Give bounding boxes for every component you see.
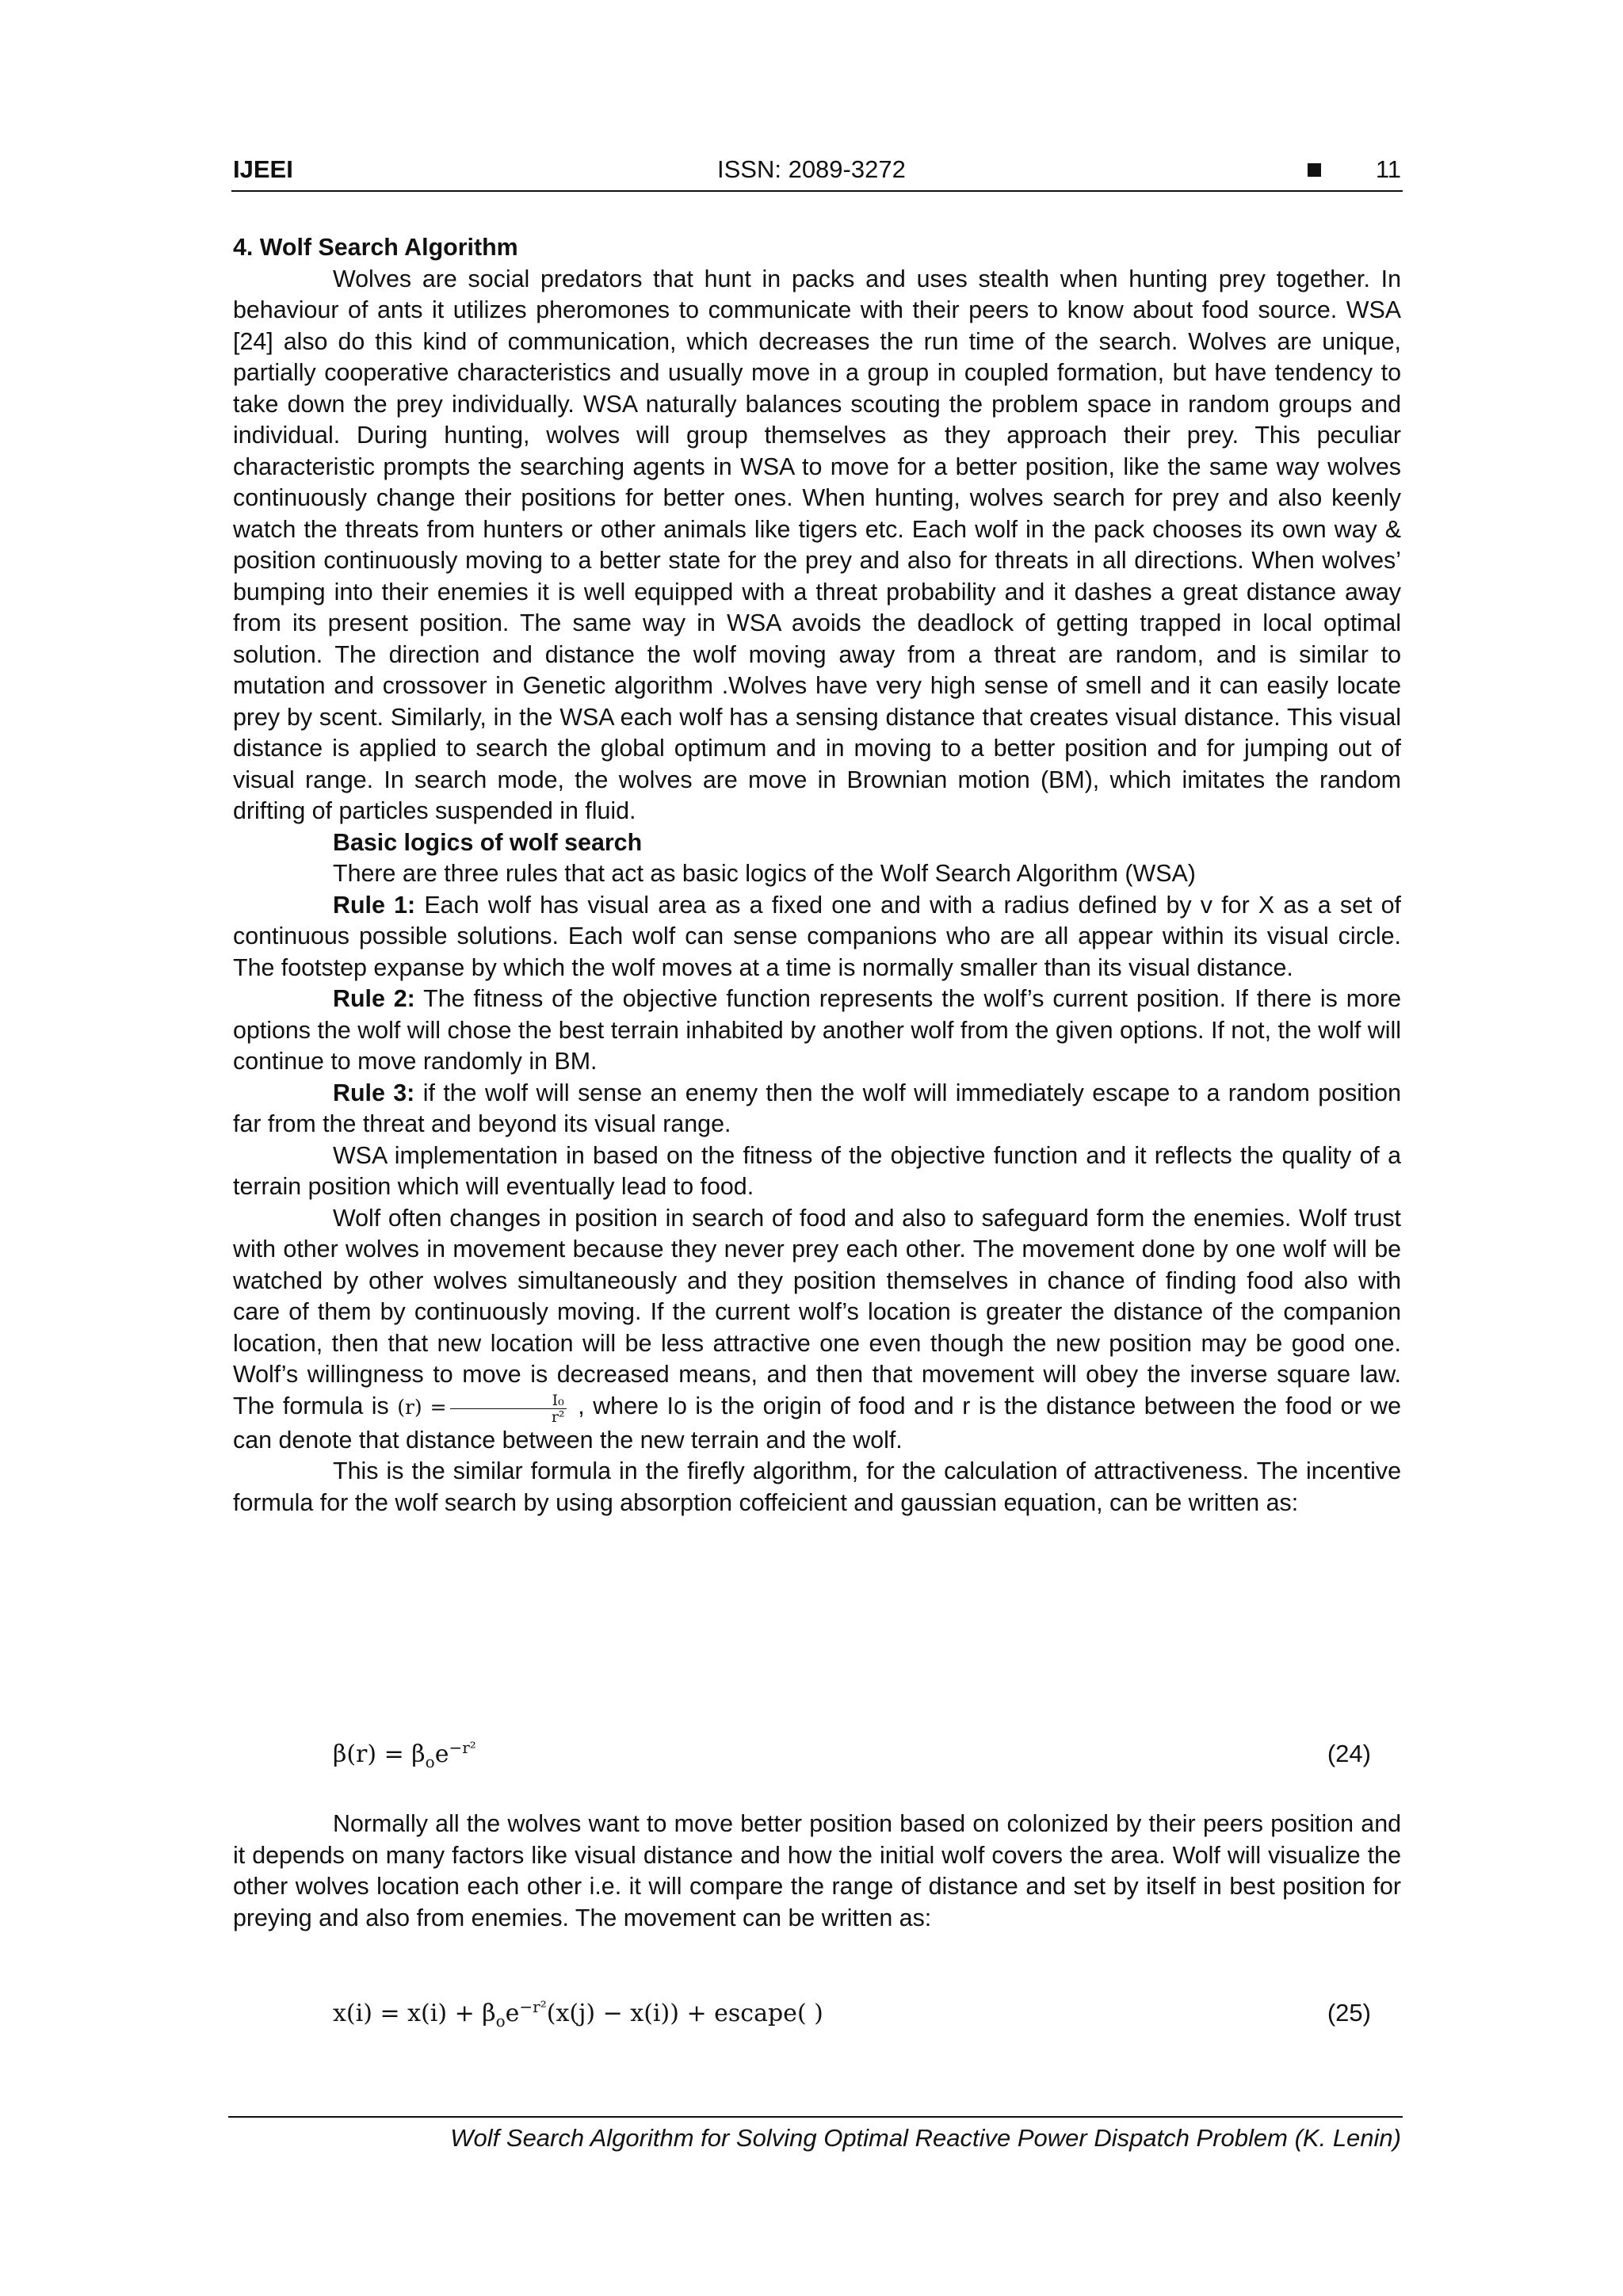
eq25-lhs: x(i) = x(i) + β xyxy=(333,2000,496,2027)
eq25-rest: (x(j) − x(i)) + escape( ) xyxy=(546,2000,823,2027)
eq25-sup: −r² xyxy=(519,1997,547,2016)
equation-25 xyxy=(333,1997,1371,2037)
eq24-lhs: β(r) = β xyxy=(333,1740,426,1768)
paragraph-normally: Normally all the wolves want to move better position based on colonized by their peers position and it depends on many factors like visual distance and how the initial wolf covers the area. Wolf will visualize the other wolves location each other i.e. it will compare the range of distance and set by itself in best position for preying and also from enemies. The movement can be written as: xyxy=(233,1810,1401,1931)
rule-1-text: Each wolf has visual area as a fixed one and with a radius defined by v for X as a set of continuous possible solutions. Each wolf can sense companions who are all appear within its visual circle. The footstep expanse by which the wolf moves at a time is normally smaller than its visual distance. xyxy=(233,891,1401,981)
subheading: Basic logics of wolf search xyxy=(333,828,643,856)
rule-1 xyxy=(233,890,1401,984)
rule-3-label: Rule 3: xyxy=(333,1079,415,1106)
main-text xyxy=(233,232,1401,1519)
section-title: 4. Wolf Search Algorithm xyxy=(233,234,518,261)
paragraph-movement xyxy=(233,1203,1401,1457)
running-footer xyxy=(228,2116,1403,2152)
paragraph-movement-b: , where Io is the origin of food and r is the distance between the food or we can denote that distance between the new terrain and the wolf. xyxy=(233,1392,1401,1454)
equation-24-expression xyxy=(333,1738,476,1771)
rule-2-label: Rule 2: xyxy=(333,985,415,1012)
rule-2-text: The fitness of the objective function represents the wolf’s current position. If there is more options the wolf will chose the best terrain inhabited by another wolf from the given options. If not, the wolf will continue to move randomly in BM. xyxy=(233,985,1401,1075)
equation-25-expression xyxy=(333,1997,823,2030)
page-number: 11 xyxy=(1375,155,1401,183)
issn: ISSN: 2089-3272 xyxy=(717,155,906,183)
eq24-base: e xyxy=(434,1740,449,1768)
inline-formula xyxy=(397,1391,570,1426)
footer-text: Wolf Search Algorithm for Solving Optimal Reactive Power Dispatch Problem (K. Lenin) xyxy=(450,2124,1401,2152)
rule-2 xyxy=(233,984,1401,1078)
eq24-sup: −r² xyxy=(449,1738,476,1757)
fraction-denominator: r² xyxy=(551,1408,565,1426)
fraction-numerator: I₀ xyxy=(450,1392,567,1409)
rule-1-label: Rule 1: xyxy=(333,891,416,919)
equation-24-number: (24) xyxy=(1327,1740,1371,1767)
inline-fraction xyxy=(450,1392,567,1425)
eq25-sub: o xyxy=(495,2011,506,2030)
eq25-base: e xyxy=(505,2000,520,2027)
running-header xyxy=(231,155,1403,192)
equation-24 xyxy=(333,1738,1371,1778)
paragraph-implementation: WSA implementation in based on the fitness of the objective function and it reflects the quality of a terrain position which will eventually lead to food. xyxy=(233,1141,1401,1200)
equation-25-number: (25) xyxy=(1327,1999,1371,2027)
paragraph-firefly: This is the similar formula in the firefly algorithm, for the calculation of attractiveness. The incentive formula for the wolf search by using absorption coffeicient and gaussian equation, can be written as: xyxy=(233,1457,1401,1516)
main-text-continued xyxy=(233,1809,1401,1934)
inline-formula-lhs: (r) = xyxy=(397,1395,447,1419)
paragraph-intro: Wolves are social predators that hunt in packs and uses stealth when hunting prey together. In behaviour of ants it utilizes pheromones to communicate with their peers to know about food source. WSA [24] also do this kind of communication, which decreases the run time of the search. Wolves are unique, partially cooperative characteristics and usually move in a group in coupled formation, but have tendency to take down the prey individually. WSA naturally balances scouting the problem space in random groups and individual. During hunting, wolves will group themselves as they approach their prey. This peculiar characteristic prompts the searching agents in WSA to move for a better position, like the same way wolves continuously change their positions for better ones. When hunting, wolves search for prey and also keenly watch the threats from hunters or other animals like tigers etc. Each wolf in the pack chooses its own way & position continuously moving to a better state for the prey and also for threats in all directions. When wolves’ bumping into their enemies it is well equipped with a threat probability and it dashes a great distance away from its present position. The same way in WSA avoids the deadlock of getting trapped in local optimal solution. The direction and distance the wolf moving away from a threat are random, and is similar to mutation and crossover in Genetic algorithm .Wolves have very high sense of smell and it can easily locate prey by scent. Similarly, in the WSA each wolf has a sensing distance that creates visual distance. This visual distance is applied to search the global optimum and in moving to a better position and for jumping out of visual range. In search mode, the wolves are move in Brownian motion (BM), which imitates the random drifting of particles suspended in fluid. xyxy=(233,265,1401,824)
journal-name: IJEEI xyxy=(233,155,293,183)
rules-intro: There are three rules that act as basic logics of the Wolf Search Algorithm (WSA) xyxy=(333,860,1196,887)
rule-3 xyxy=(233,1078,1401,1140)
rule-3-text: if the wolf will sense an enemy then the wolf will immediately escape to a random position far from the threat and beyond its visual range. xyxy=(233,1079,1401,1137)
paragraph-movement-a: Wolf often changes in position in search of food and also to safeguard form the enemies. Wolf trust with other wolves in movement because they never prey each other. The movement done by one wolf will be watched by other wolves simultaneously and they position themselves in chance of finding food also with care of them by continuously moving. If the current wolf’s location is greater the distance of the companion location, then that new location will be less attractive one even though the new position may be good one. Wolf’s willingness to move is decreased means, and then that movement will obey the inverse square law. The formula is xyxy=(233,1204,1401,1419)
square-bullet-icon xyxy=(1308,163,1321,177)
eq24-sub: o xyxy=(425,1752,435,1771)
